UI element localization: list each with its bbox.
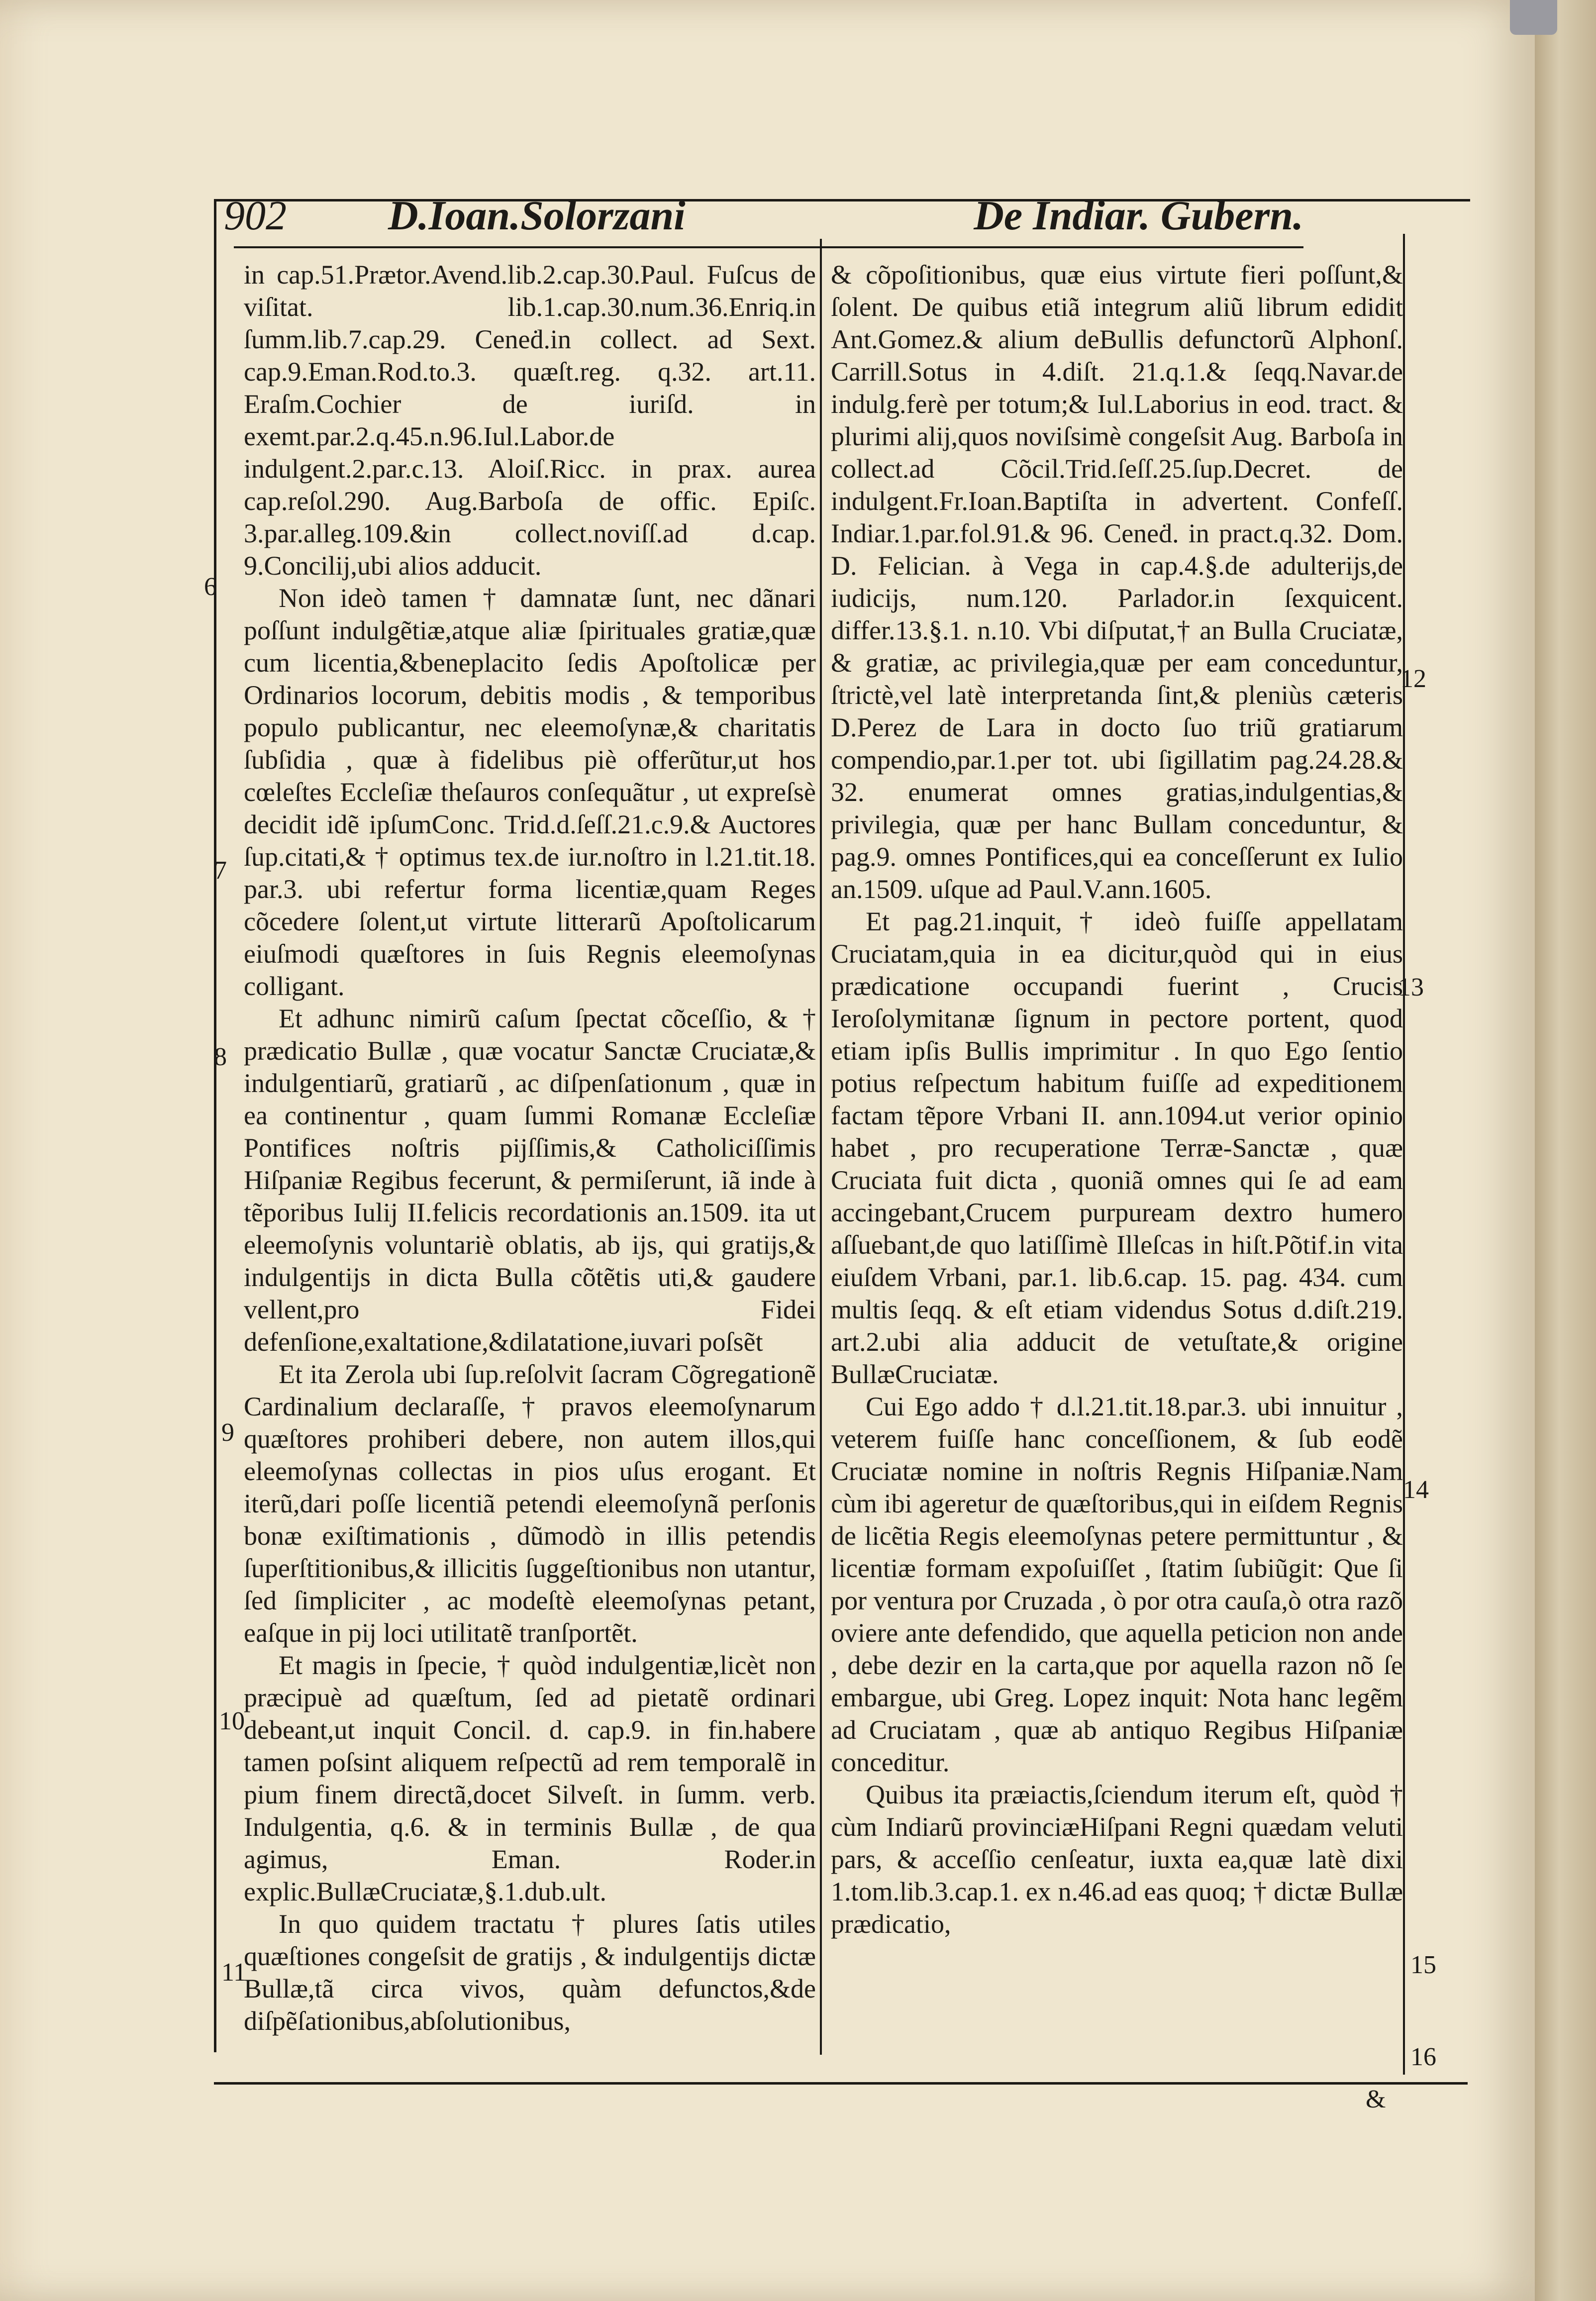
paragraph: Quibus ita præiactis,ſciendum iterum eſt, quòd † cùm Indiarũ provinciæHiſpani Regni quædam veluti pars, & acceſſio cenſeatur, iuxta ea,quæ latè dixi 1.tom.lib.3.cap.1. ex n.46.ad eas quoq; † dictæ Bullæ prædicatio, <box>831 1780 1403 1939</box>
right-text-column <box>831 259 1403 2060</box>
page-edge <box>1535 0 1596 2301</box>
running-head-author: D.Ioan.Solorzani <box>388 193 686 239</box>
running-head-title: De Indiar. Gubern. <box>974 193 1303 239</box>
margin-number: 16 <box>1410 2043 1436 2071</box>
margin-number: 11 <box>221 1958 247 1987</box>
left-text-column <box>244 259 816 2060</box>
paragraph: in cap.51.Prætor.Avend.lib.2.cap.30.Paul. Fuſcus de viſitat. lib.1.cap.30.num.36.Enriq.in ſumm.lib.7.cap.29. Ceneḋ.in collect. ad Sext. cap.9.Eman.Rod.to.3. quæſt.reg. q.32. art.11. Eraſm.Cochier de iuriſd. in exemt.par.2.q.45.n.96.Iul.Labor.de indulgent.2.par.c.13. Aloiſ.Ricc. in prax. aurea cap.reſol.290. Aug.Barboſa de offic. Epiſc. 3.par.alleg.109.&in collect.noviſſ.ad d.cap. 9.Concilij,ubi alios adducit. <box>244 260 816 581</box>
catchword: & <box>1366 2085 1386 2113</box>
right-rule <box>1403 234 1405 2075</box>
paragraph: Et magis in ſpecie, † quòd indulgentiæ,licèt non præcipuè ad quæſtum, ſed ad pietatẽ ordinari debeant,ut inquit Concil. d. cap.9. in fin.habere tamen poſsint aliquem reſpectũ ad rem temporalẽ in pium finem directã,docet Silveſt. in ſumm. verb. Indulgentia, q.6. & in terminis Bullæ , de qua agimus, Eman. Roder.in explic.BullæCruciatæ,§.1.dub.ult. <box>244 1650 816 1906</box>
margin-number: 14 <box>1403 1476 1429 1504</box>
paragraph: Et pag.21.inquit,† ideò fuiſſe appellatam Cruciatam,quia in ea dicitur,quòd qui in eius prædicatione occupandi fuerint , Crucis Ieroſolymitanæ ſignum in pectore portent, quod etiam ipſis Bullis imprimitur . In quo Ego ſentio potius reſpectum habitum fuiſſe ad expeditionem factam tẽpore Vrbani II. ann.1094.ut verior opinio habet , pro recuperatione Terræ-Sanctæ , quæ Cruciata fuit dicta , quoniã omnes qui ſe ad eam accingebant,Crucem purpuream dextro humero aſſuebant,de quo latiſſimè Illeſcas in hiſt.Põtif.in vita eiuſdem Vrbani, par.1. lib.6.cap. 15. pag. 434. cum multis ſeqq. & eſt etiam videndus Sotus d.diſt.219. art.2.ubi alia adducit de vetuſtate,& origine BullæCruciatæ. <box>831 906 1403 1389</box>
paragraph: Et adhunc nimirũ caſum ſpectat cõceſſio, & † prædicatio Bullæ , quæ vocatur Sanctæ Cruciatæ,& indulgentiarũ, gratiarũ , ac diſpenſationum , quæ in ea continentur , quam ſummi Romanæ Eccleſiæ Pontifices noſtris pijſſimis,& Catholiciſſimis Hiſpaniæ Regibus fecerunt, & permiſerunt, iã inde à tẽporibus Iulij II.felicis recordationis an.1509. ita ut eleemoſynis voluntariè oblatis, ab ijs, qui gratijs,& indulgentijs in dicta Bulla cõtẽtis uti,& gaudere vellent,pro Fidei defenſione,exaltatione,&dilatatione,iuvari poſsẽt <box>244 1003 816 1357</box>
margin-number: 13 <box>1398 973 1424 1001</box>
paragraph: Et ita Zerola ubi ſup.reſolvit ſacram Cõgregationẽ Cardinalium declaraſſe, † pravos eleemoſynarum quæſtores prohiberi debere, non autem illos,qui eleemoſynas collectas in pios uſus erogant. Et iterũ,dari poſſe licentiã petendi eleemoſynã perſonis bonæ exiſtimationis , dũmodò in illis petendis ſuperſtitionibus,& illicitis ſuggeſtionibus non utantur, ſed ſimpliciter , ac modeſtè eleemoſynas petant, eaſque in pij loci utilitatẽ tranſportẽt. <box>244 1359 816 1648</box>
page-header <box>224 192 1303 244</box>
paragraph: & cõpoſitionibus, quæ eius virtute fieri poſſunt,& ſolent. De quibus etiã integrum aliũ librum edidit Ant.Gomez.& alium deBullis defunctorũ Alphonſ. Carrill.Sotus in 4.diſt. 21.q.1.& ſeqq.Navar.de indulg.ferè per totum;& Iul.Laborius in eod. tract. & plurimi alij,quos noviſsimè congeſsit Aug. Barboſa in collect.ad Cõcil.Trid.ſeſſ.25.ſup.Decret. de indulgent.Fr.Ioan.Baptiſta in advertent. Confeſſ. Indiar.1.par.fol.91.& 96. Ceneḋ. in pract.q.32. Dom. D. Felician. à Vega in cap.4.§.de adulterijs,de iudicijs, num.120. Parlador.in ſexquicent. differ.13.§.1. n.10. Vbi diſputat,† an Bulla Cruciatæ, & gratiæ, ac privilegia,quæ per eam conceduntur, ſtrictè,vel latè interpretanda ſint,& pleniùs cæteris D.Perez de Lara in docto ſuo triũ gratiarum compendio,par.1.per tot. ubi ſigillatim pag.24.28.& 32. enumerat omnes gratias,indulgentias,& privilegia, quæ per hanc Bullam conceduntur, & pag.9. omnes Pontifices,qui ea conceſſerunt ex Iulio an.1509. uſque ad Paul.V.ann.1605. <box>831 260 1403 904</box>
paragraph: In quo quidem tractatu † plures ſatis utiles quæſtiones congeſsit de gratijs , & indulgentijs dictæ Bullæ,tã circa vivos, quàm defunctos,&de diſpẽſationibus,abſolutionibus, <box>244 1909 816 2036</box>
margin-number: 7 <box>214 856 227 885</box>
margin-number: 15 <box>1410 1951 1436 1979</box>
folio-number: 902 <box>224 193 287 239</box>
margin-number: 8 <box>214 1043 227 1071</box>
margin-number: 10 <box>219 1707 245 1735</box>
header-rule <box>234 246 1303 248</box>
margin-number: 9 <box>221 1418 234 1447</box>
paragraph: Non ideò tamen † damnatæ ſunt, nec dãnari poſſunt indulgẽtiæ,atque aliæ ſpirituales gratiæ,quæ cum licentia,&beneplacito ſedis Apoſtolicæ per Ordinarios locorum, debitis modis , & temporibus populo publicantur, nec eleemoſynæ,& charitatis ſubſidia , quæ à fidelibus piè offerũtur,ut hos cœleſtes Eccleſiæ theſauros conſequãtur , ut expreſsè decidit idẽ ipſumConc. Trid.d.ſeſſ.21.c.9.& Auctores ſup.citati,& † optimus tex.de iur.noſtro in l.21.tit.18. par.3. ubi refertur forma licentiæ,quam Reges cõcedere ſolent,ut virtute litterarũ Apoſtolicarum eiuſmodi quæſtores in ſuis Regnis eleemoſynas colligant. <box>244 583 816 1001</box>
paragraph: Cui Ego addo † d.l.21.tit.18.par.3. ubi innuitur , veterem fuiſſe hanc conceſſionem, & ſub eodẽ Cruciatæ nomine in noſtris Regnis Hiſpaniæ.Nam cùm ibi ageretur de quæſtoribus,qui in eiſdem Regnis de licẽtia Regis eleemoſynas petere permittuntur , & licentiæ formam expoſuiſſet , ſtatim ſubiũgit: Que ſi por ventura por Cruzada , ò por otra cauſa,ò otra razõ oviere ante defendido, que aquella peticion non ande , debe dezir en la carta,que por aquella razon nõ ſe embargue, ubi Greg. Lopez inquit: Nota hanc legẽm ad Cruciatam , quæ ab antiquo Regibus Hiſpaniæ conceditur. <box>831 1392 1403 1777</box>
margin-number: 12 <box>1400 665 1426 693</box>
bottom-rule <box>214 2082 1468 2085</box>
column-rule <box>820 239 822 2055</box>
margin-number: 6 <box>204 573 217 601</box>
binding-clip <box>1510 0 1557 35</box>
